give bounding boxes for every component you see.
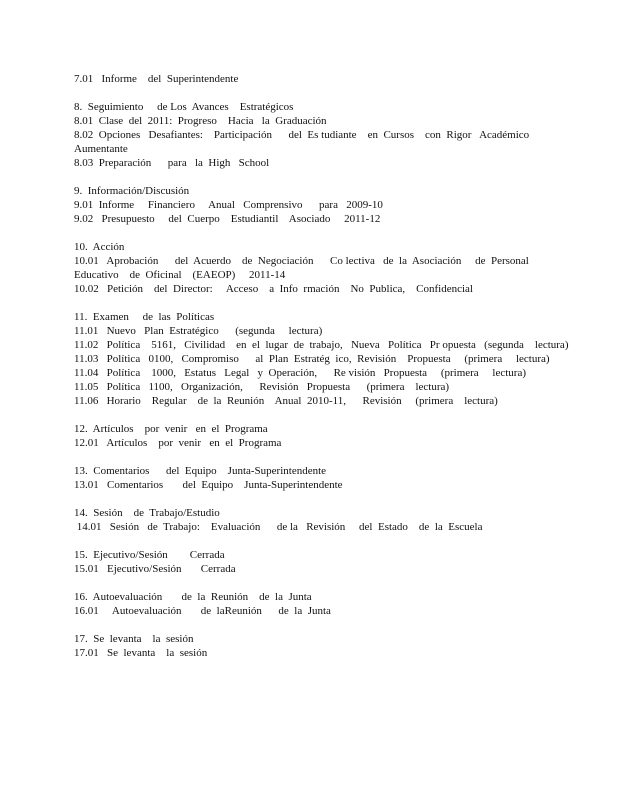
- agenda-section-17: [74, 632, 554, 660]
- section-heading: 15. Ejecutivo/Sesión Cerrada: [74, 549, 225, 561]
- section-heading: 9. Información/Discusión: [74, 185, 190, 197]
- agenda-line: 9.02 Presupuesto del Cuerpo Estudiantil Asociado 2011-12: [74, 213, 381, 225]
- agenda-section-12: [74, 422, 554, 450]
- agenda-line: 13.01 Comentarios del Equipo Junta-Superintendente: [74, 479, 343, 491]
- section-heading: 14. Sesión de Trabajo/Estudio: [74, 507, 220, 519]
- agenda-line: 8.03 Preparación para la High School: [74, 157, 270, 169]
- agenda-line: 11.04 Política 1000, Estatus Legal y Operación, Re visión Propuesta (primera lectura): [74, 367, 527, 379]
- agenda-line: 11.01 Nuevo Plan Estratégico (segunda lectura): [74, 325, 323, 337]
- agenda-line: 11.06 Horario Regular de la Reunión Anual 2010-11, Revisión (primera lectura): [74, 395, 498, 407]
- section-heading: 13. Comentarios del Equipo Junta-Superintendente: [74, 465, 327, 477]
- agenda-line: 8.02 Opciones Desafiantes: Participación del Es tudiante en Cursos con Rigor Académico: [74, 129, 530, 141]
- agenda-line: 17.01 Se levanta la sesión: [74, 647, 208, 659]
- agenda-section-13: [74, 464, 554, 492]
- agenda-section-8: [74, 100, 554, 170]
- agenda-line: 16.01 Autoevaluación de laReunión de la Junta: [74, 605, 331, 617]
- agenda-line: 9.01 Informe Financiero Anual Comprensivo para 2009-10: [74, 199, 383, 211]
- agenda-line: 8.01 Clase del 2011: Progreso Hacia la Graduación: [74, 115, 327, 127]
- agenda-line: 11.05 Política 1100, Organización, Revisión Propuesta (primera lectura): [74, 381, 450, 393]
- agenda-line: Educativo de Oficinal (EAEOP) 2011-14: [74, 269, 286, 281]
- section-heading: 8. Seguimiento de Los Avances Estratégicos: [74, 101, 294, 113]
- agenda-section-9: [74, 184, 554, 226]
- agenda-line: 12.01 Artículos por venir en el Programa: [74, 437, 282, 449]
- agenda-line: 10.01 Aprobación del Acuerdo de Negociación Co lectiva de la Asociación de Personal: [74, 255, 529, 267]
- agenda-line: 11.03 Política 0100, Compromiso al Plan Estratég ico, Revisión Propuesta (primera lectura): [74, 353, 550, 365]
- agenda-body: [74, 72, 569, 674]
- section-heading: 12. Artículos por venir en el Programa: [74, 423, 268, 435]
- agenda-line: 10.02 Petición del Director: Acceso a Info rmación No Publica, Confidencial: [74, 283, 473, 295]
- section-heading: 16. Autoevaluación de la Reunión de la Junta: [74, 591, 312, 603]
- agenda-section-16: [74, 590, 554, 618]
- agenda-line: 11.02 Política 5161, Civilidad en el lugar de trabajo, Nueva Política Pr opuesta (segunda lectura): [74, 339, 569, 351]
- agenda-line: 7.01 Informe del Superintendente: [74, 73, 239, 85]
- agenda-section-11: [74, 310, 569, 408]
- agenda-line: 14.01 Sesión de Trabajo: Evaluación de la Revisión del Estado de la Escuela: [74, 521, 483, 533]
- agenda-section-14: [74, 506, 554, 534]
- section-heading: 11. Examen de las Políticas: [74, 311, 215, 323]
- agenda-line: 15.01 Ejecutivo/Sesión Cerrada: [74, 563, 236, 575]
- agenda-line: Aumentante: [74, 143, 128, 155]
- section-heading: 10. Acción: [74, 241, 125, 253]
- agenda-section-7: [74, 72, 554, 86]
- section-heading: 17. Se levanta la sesión: [74, 633, 194, 645]
- agenda-section-10: [74, 240, 554, 296]
- agenda-section-15: [74, 548, 554, 576]
